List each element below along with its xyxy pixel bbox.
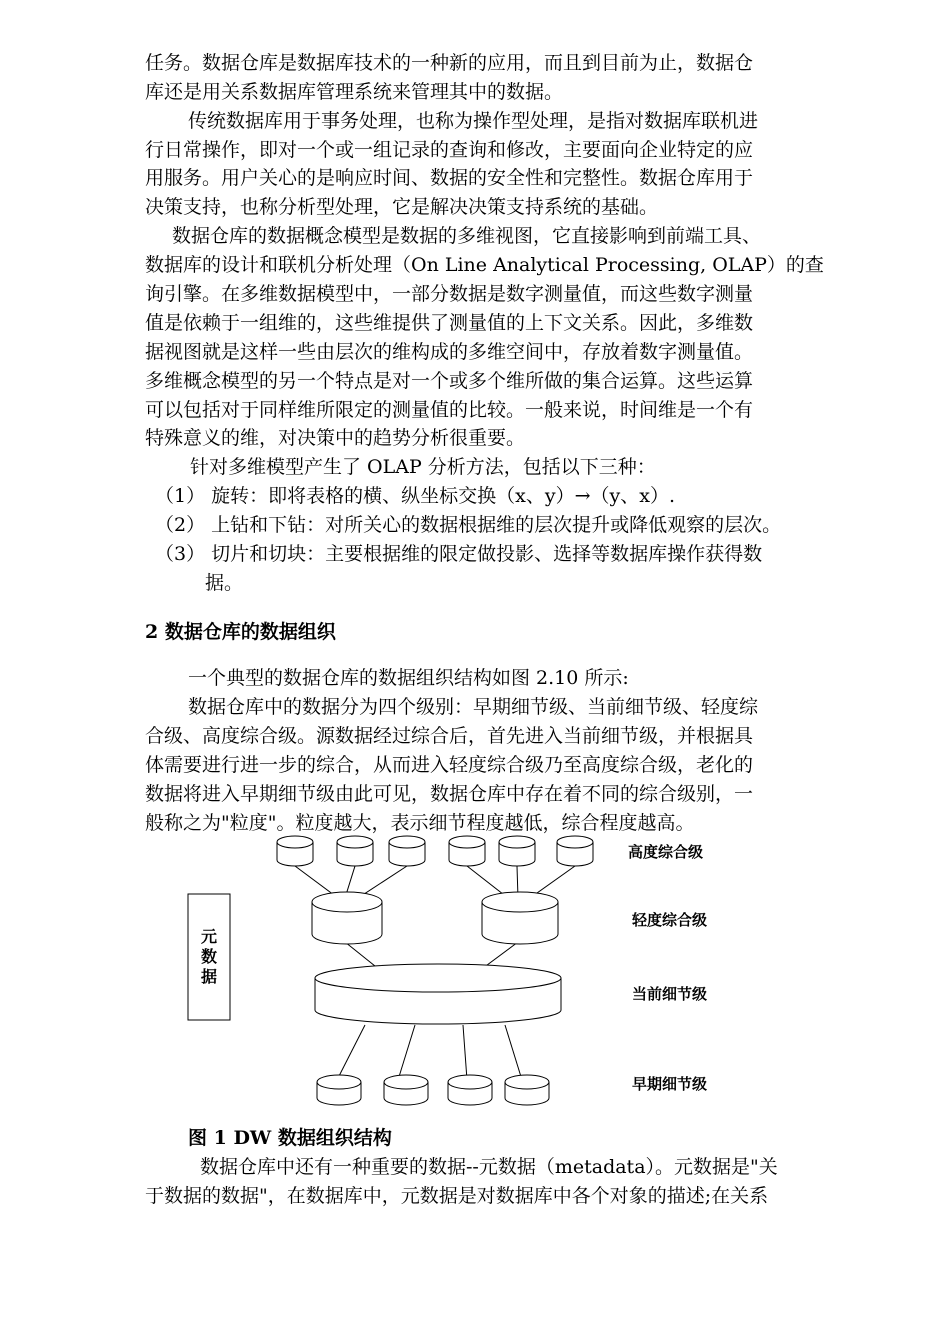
early-detail-cylinders — [317, 1075, 549, 1105]
cylinder — [312, 892, 382, 944]
cylinder — [317, 1075, 361, 1105]
level-label-current-detail: 当前细节级 — [632, 985, 708, 1003]
cylinder — [482, 892, 558, 944]
list-item: （3） 切片和切块：主要根据维的限定做投影、选择等数据库操作获得数 — [155, 543, 763, 565]
cylinder — [384, 1075, 428, 1105]
cylinder — [499, 836, 535, 866]
paragraph-line: 传统数据库用于事务处理，也称为操作型处理，是指对数据库联机进 — [188, 110, 759, 132]
metadata-char: 据 — [200, 967, 218, 986]
paragraph-line: 针对多维模型产生了 OLAP 分析方法，包括以下三种： — [190, 456, 656, 478]
list-item: （1） 旋转：即将表格的横、纵坐标交换（x、y）→（y、x）. — [155, 485, 675, 507]
cylinder — [389, 836, 425, 866]
paragraph-line: 特殊意义的维，对决策中的趋势分析很重要。 — [145, 427, 526, 449]
paragraph-line: 库还是用关系数据库管理系统来管理其中的数据。 — [145, 81, 564, 103]
paragraph-line: 据视图就是这样一些由层次的维构成的多维空间中，存放着数字测量值。 — [145, 341, 754, 363]
paragraph-line: 行日常操作，即对一个或一组记录的查询和修改，主要面向企业特定的应 — [145, 139, 754, 161]
dw-organization-diagram — [180, 830, 740, 1120]
high-summary-cylinders — [277, 836, 593, 866]
paragraph-line: 值是依赖于一组维的，这些维提供了测量值的上下文关系。因此，多维数 — [145, 312, 754, 334]
level-label-light-summary: 轻度综合级 — [632, 911, 708, 929]
paragraph-line: 数据仓库中还有一种重要的数据--元数据（metadata）。元数据是"关 — [200, 1156, 778, 1178]
paragraph-line: 一个典型的数据仓库的数据组织结构如图 2.10 所示: — [188, 667, 629, 689]
cylinder — [277, 836, 313, 866]
level-label-high-summary: 高度综合级 — [628, 843, 704, 861]
cylinder — [505, 1075, 549, 1105]
light-summary-cylinders — [312, 892, 558, 944]
paragraph-line: 数据库的设计和联机分析处理（On Line Analytical Processing, OLAP）的查 — [145, 254, 824, 276]
list-item: （2） 上钻和下钻：对所关心的数据根据维的层次提升或降低观察的层次。 — [155, 514, 782, 536]
metadata-char: 元 — [200, 927, 218, 946]
level-label-early-detail: 早期细节级 — [632, 1075, 708, 1093]
paragraph-line: 用服务。用户关心的是响应时间、数据的安全性和完整性。数据仓库用于 — [145, 167, 754, 189]
current-detail-cylinder — [315, 964, 561, 1024]
cylinder — [557, 836, 593, 866]
paragraph-line: 数据仓库中的数据分为四个级别：早期细节级、当前细节级、轻度综 — [188, 696, 759, 718]
paragraph-line: 多维概念模型的另一个特点是对一个或多个维所做的集合运算。这些运算 — [145, 370, 754, 392]
paragraph-line: 数据仓库的数据概念模型是数据的多维视图，它直接影响到前端工具、 — [172, 225, 762, 247]
cylinder — [448, 1075, 492, 1105]
paragraph-line: 般称之为"粒度"。粒度越大，表示细节程度越低，综合程度越高。 — [145, 812, 695, 834]
paragraph-line: 可以包括对于同样维所限定的测量值的比较。一般来说，时间维是一个有 — [145, 399, 754, 421]
section-heading: 2 数据仓库的数据组织 — [145, 621, 336, 643]
paragraph-line: 询引擎。在多维数据模型中，一部分数据是数字测量值，而这些数字测量 — [145, 283, 754, 305]
paragraph-line: 体需要进行进一步的综合，从而进入轻度综合级乃至高度综合级，老化的 — [145, 754, 754, 776]
paragraph-line: 决策支持，也称分析型处理，它是解决决策支持系统的基础。 — [145, 196, 659, 218]
cylinder — [449, 836, 485, 866]
figure-caption: 图 1 DW 数据组织结构 — [188, 1127, 392, 1149]
list-item: 据。 — [205, 572, 244, 594]
paragraph-line: 合级、高度综合级。源数据经过综合后，首先进入当前细节级，并根据具 — [145, 725, 754, 747]
paragraph-line: 任务。数据仓库是数据库技术的一种新的应用，而且到目前为止，数据仓 — [145, 52, 754, 74]
paragraph-line: 数据将进入早期细节级由此可见，数据仓库中存在着不同的综合级别，一 — [145, 783, 754, 805]
paragraph-line: 于数据的数据"，在数据库中，元数据是对数据库中各个对象的描述;在关系 — [145, 1185, 769, 1207]
metadata-char: 数 — [200, 947, 218, 966]
cylinder — [337, 836, 373, 866]
